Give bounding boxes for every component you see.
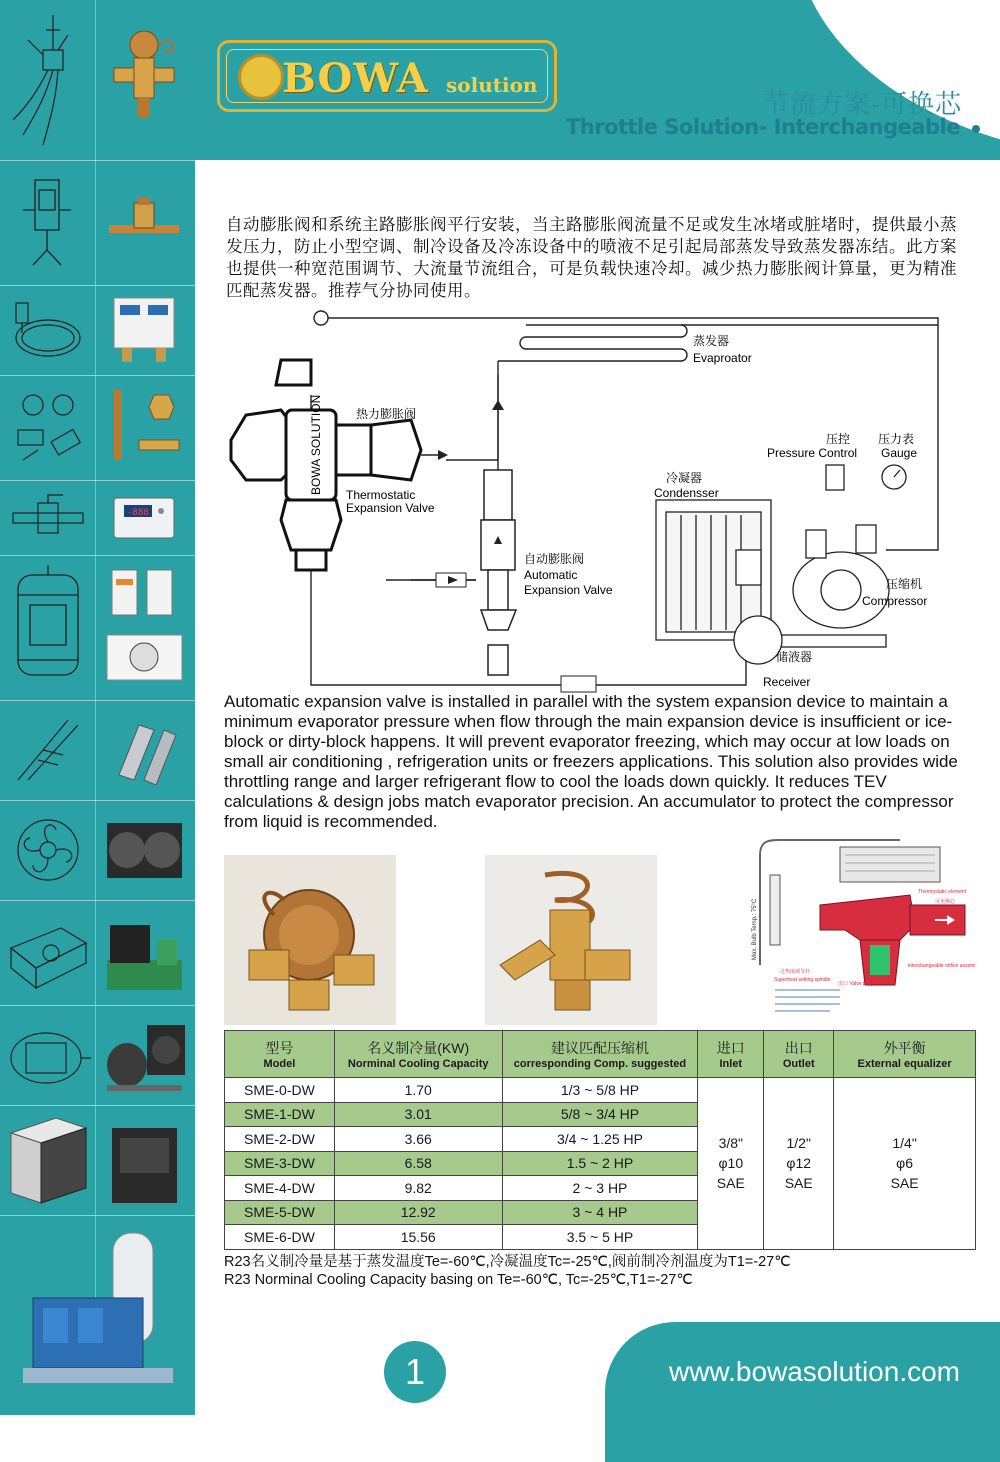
spec-table	[224, 1030, 976, 1250]
footer-band	[605, 1322, 1000, 1462]
compressor-label-cn: 压缩机	[886, 577, 923, 591]
sidebar-rule	[0, 1105, 195, 1106]
sidebar-rule	[0, 1005, 195, 1006]
brass-fittings-photo	[98, 380, 190, 475]
automatic-expansion-valve	[481, 470, 516, 675]
cell-capacity: 12.92	[334, 1200, 502, 1225]
shaft-seal-drawing	[2, 705, 94, 795]
valve-cutaway-drawing	[750, 835, 975, 1025]
system-diagram	[226, 300, 966, 695]
compressor-fan-unit-photo	[98, 1010, 190, 1100]
tev-label-en1: Thermostatic	[346, 488, 416, 502]
cutaway-label-e: 过热度调节杆	[780, 969, 811, 975]
sidebar-rule	[0, 285, 195, 286]
cell-model: SME-6-DW	[225, 1225, 335, 1250]
cell-compressor: 2 ~ 3 HP	[502, 1176, 698, 1201]
cell-inlet: 3/8" φ10 SAE	[698, 1078, 764, 1250]
cell-capacity: 3.01	[334, 1102, 502, 1127]
sidebar-rule	[0, 555, 195, 556]
header-equalizer: 外平衡 External equalizer	[834, 1031, 976, 1078]
table-header-row	[225, 1031, 976, 1078]
cell-model: SME-1-DW	[225, 1102, 335, 1127]
valve-photo-1	[224, 855, 396, 1025]
logo-text: BOWA	[282, 55, 429, 102]
svg-text:-888: -888	[127, 507, 149, 518]
digital-controller-photo	[98, 485, 190, 550]
brand-logo	[217, 40, 557, 112]
pressure-control-label-en: Pressure Control	[767, 446, 858, 460]
industrial-cabinet-photo	[2, 1110, 94, 1210]
cutaway-label-f: Superheat setting spindle	[774, 977, 831, 983]
evaporator-label-en: Evaproator	[693, 351, 752, 365]
aev-label-cn: 自动膨胀阀	[524, 552, 585, 566]
sidebar-rule	[0, 900, 195, 901]
gauge-label-cn: 压力表	[878, 432, 915, 446]
pressure-gauge	[882, 465, 906, 489]
header-compressor: 建议匹配压缩机 corresponding Comp. suggested	[502, 1031, 698, 1078]
water-chiller-photo	[98, 1110, 190, 1210]
expansion-valve-photo	[98, 5, 190, 155]
cutaway-label-c: interchangeable orifice assembly	[908, 963, 975, 969]
cell-compressor: 3/4 ~ 1.25 HP	[502, 1127, 698, 1152]
sight-glass-drawing	[2, 5, 94, 155]
cell-model: SME-3-DW	[225, 1151, 335, 1176]
condenser-label-cn: 冷凝器	[666, 471, 703, 485]
product-sidebar	[0, 0, 195, 1415]
cell-model: SME-0-DW	[225, 1078, 335, 1103]
scroll-compressor-drawing	[2, 560, 94, 695]
cell-capacity: 6.58	[334, 1151, 502, 1176]
sidebar-rule	[0, 700, 195, 701]
refrigeration-rack-photo	[5, 1220, 190, 1405]
cell-model: SME-4-DW	[225, 1176, 335, 1201]
cell-outlet: 1/2" φ12 SAE	[764, 1078, 834, 1250]
header-capacity: 名义制冷量(KW) Norminal Cooling Capacity	[334, 1031, 502, 1078]
intro-paragraph-en: Automatic expansion valve is installed in parallel with the system expansion device to maintain a minimum evaporator pressure when flow through the main expansion device is insufficient or ice-block or dirty-block happens. It will prevent evaporator freezing, which may occur at low loads on small air conditioning , refrigeration units or freezers applications. This solution also provides wide throttling range and larger refrigerant flow to cool the loads down quickly. It reduces TEV calculations & design jobs match evaporator precision. An accumulator to protect the compressor from liquid is recommended.	[224, 692, 958, 831]
valve-photo-2	[485, 855, 657, 1025]
cell-capacity: 3.66	[334, 1127, 502, 1152]
cell-compressor: 1/3 ~ 5/8 HP	[502, 1078, 698, 1103]
pressure-control	[826, 465, 844, 490]
tev-label-en2: Expansion Valve	[346, 501, 435, 515]
condenser-label-en: Condensser	[654, 486, 719, 500]
tev-label-cn: 热力膨胀阀	[356, 407, 417, 421]
relay-and-unit-cooler-photo	[98, 560, 190, 695]
cell-equalizer: 1/4" φ6 SAE	[834, 1078, 976, 1250]
page-title-en: Throttle Solution- Interchangeable	[565, 115, 960, 139]
compressor-label-en: Compressor	[862, 594, 928, 608]
aev-label-en1: Automatic	[524, 568, 578, 582]
solenoid-valve-photo	[98, 165, 190, 280]
logo-subtext: solution	[446, 73, 538, 97]
hermetic-compressor-drawing	[2, 1010, 94, 1100]
dual-pressure-controller-photo	[98, 290, 190, 370]
page-number: 1	[384, 1341, 446, 1403]
pressure-control-label-cn: 压控	[826, 432, 851, 446]
pressure-switch-drawing	[2, 165, 94, 280]
condenser-coil-photo	[98, 805, 190, 895]
cell-compressor: 1.5 ~ 2 HP	[502, 1151, 698, 1176]
footnote-en: R23 Norminal Cooling Capacity basing on Te=-60℃, Tc=-25℃,T1=-27℃	[224, 1272, 693, 1288]
capillary-tube-drawing	[2, 290, 94, 370]
thermostatic-expansion-valve	[231, 360, 421, 570]
cell-model: SME-2-DW	[225, 1127, 335, 1152]
cutaway-label-a: Thermostatic element	[918, 889, 967, 895]
sidebar-rule	[0, 160, 195, 161]
cell-compressor: 3.5 ~ 5 HP	[502, 1225, 698, 1250]
cell-compressor: 5/8 ~ 3/4 HP	[502, 1102, 698, 1127]
intro-paragraph-cn: 自动膨胀阀和系统主路膨胀阀平行安装，当主路膨胀阀流量不足或发生冰堵或脏堵时，提供最小蒸发压力，防止小型空调、制冷设备及冷冻设备中的喷液不足引起局部蒸发导致蒸发器冻结。此方案也提供一种宽范围调节、大流量节流组合，可是负载快速冷却。减少热力膨胀阀计算量，更为精准匹配蒸发器。推荐气分协同使用。	[226, 215, 957, 300]
fan-motor-drawing	[2, 805, 94, 895]
sidebar-rule	[0, 800, 195, 801]
aev-label-en2: Expansion Valve	[524, 583, 613, 597]
page-title-cn: 节流方案-可换芯	[763, 89, 962, 119]
sidebar-rule	[0, 480, 195, 481]
condensing-unit-photo	[98, 910, 190, 1000]
header-inlet: 进口 Inlet	[698, 1031, 764, 1078]
door-hinge-photo	[98, 705, 190, 795]
header-outlet: 出口 Outlet	[764, 1031, 834, 1078]
cell-capacity: 1.70	[334, 1078, 502, 1103]
evaporator-coil	[520, 325, 687, 361]
header-model: 型号 Model	[225, 1031, 335, 1078]
website-link[interactable]: www.bowasolution.com	[668, 1356, 960, 1387]
receiver	[734, 616, 782, 664]
cell-capacity: 9.82	[334, 1176, 502, 1201]
cutaway-side-label: Max. Bulb Temp.: 75°C	[752, 898, 758, 960]
return-pipe	[321, 318, 938, 415]
title-bullet-icon	[972, 125, 980, 133]
footnote-cn: R23名义制冷量是基于蒸发温度Te=-60℃,冷凝温度Tc=-25℃,阀前制冷剂温度为T1=-27℃	[224, 1254, 791, 1270]
title-underline	[625, 152, 1000, 154]
gauge-label-en: Gauge	[881, 446, 918, 460]
receiver-label-en: Receiver	[763, 675, 811, 689]
evaporator-unit-drawing	[2, 910, 94, 1000]
cell-capacity: 15.56	[334, 1225, 502, 1250]
evaporator-label-cn: 蒸发器	[693, 334, 730, 348]
cell-compressor: 3 ~ 4 HP	[502, 1200, 698, 1225]
compressor	[771, 525, 889, 647]
ball-valve-drawing	[2, 485, 94, 550]
table-row	[225, 1078, 976, 1103]
filter-drier-drawing	[2, 380, 94, 475]
cell-model: SME-5-DW	[225, 1200, 335, 1225]
cutaway-label-d: 出口 Valve body	[838, 981, 874, 987]
sidebar-rule	[0, 1215, 195, 1216]
receiver-label-cn: 储液器	[776, 650, 813, 664]
logo-emblem-icon	[238, 54, 284, 100]
cutaway-label-b: 可更换芯	[935, 899, 956, 905]
tev-body-text: BOWA SOLUTION	[309, 394, 323, 495]
sidebar-rule	[0, 375, 195, 376]
